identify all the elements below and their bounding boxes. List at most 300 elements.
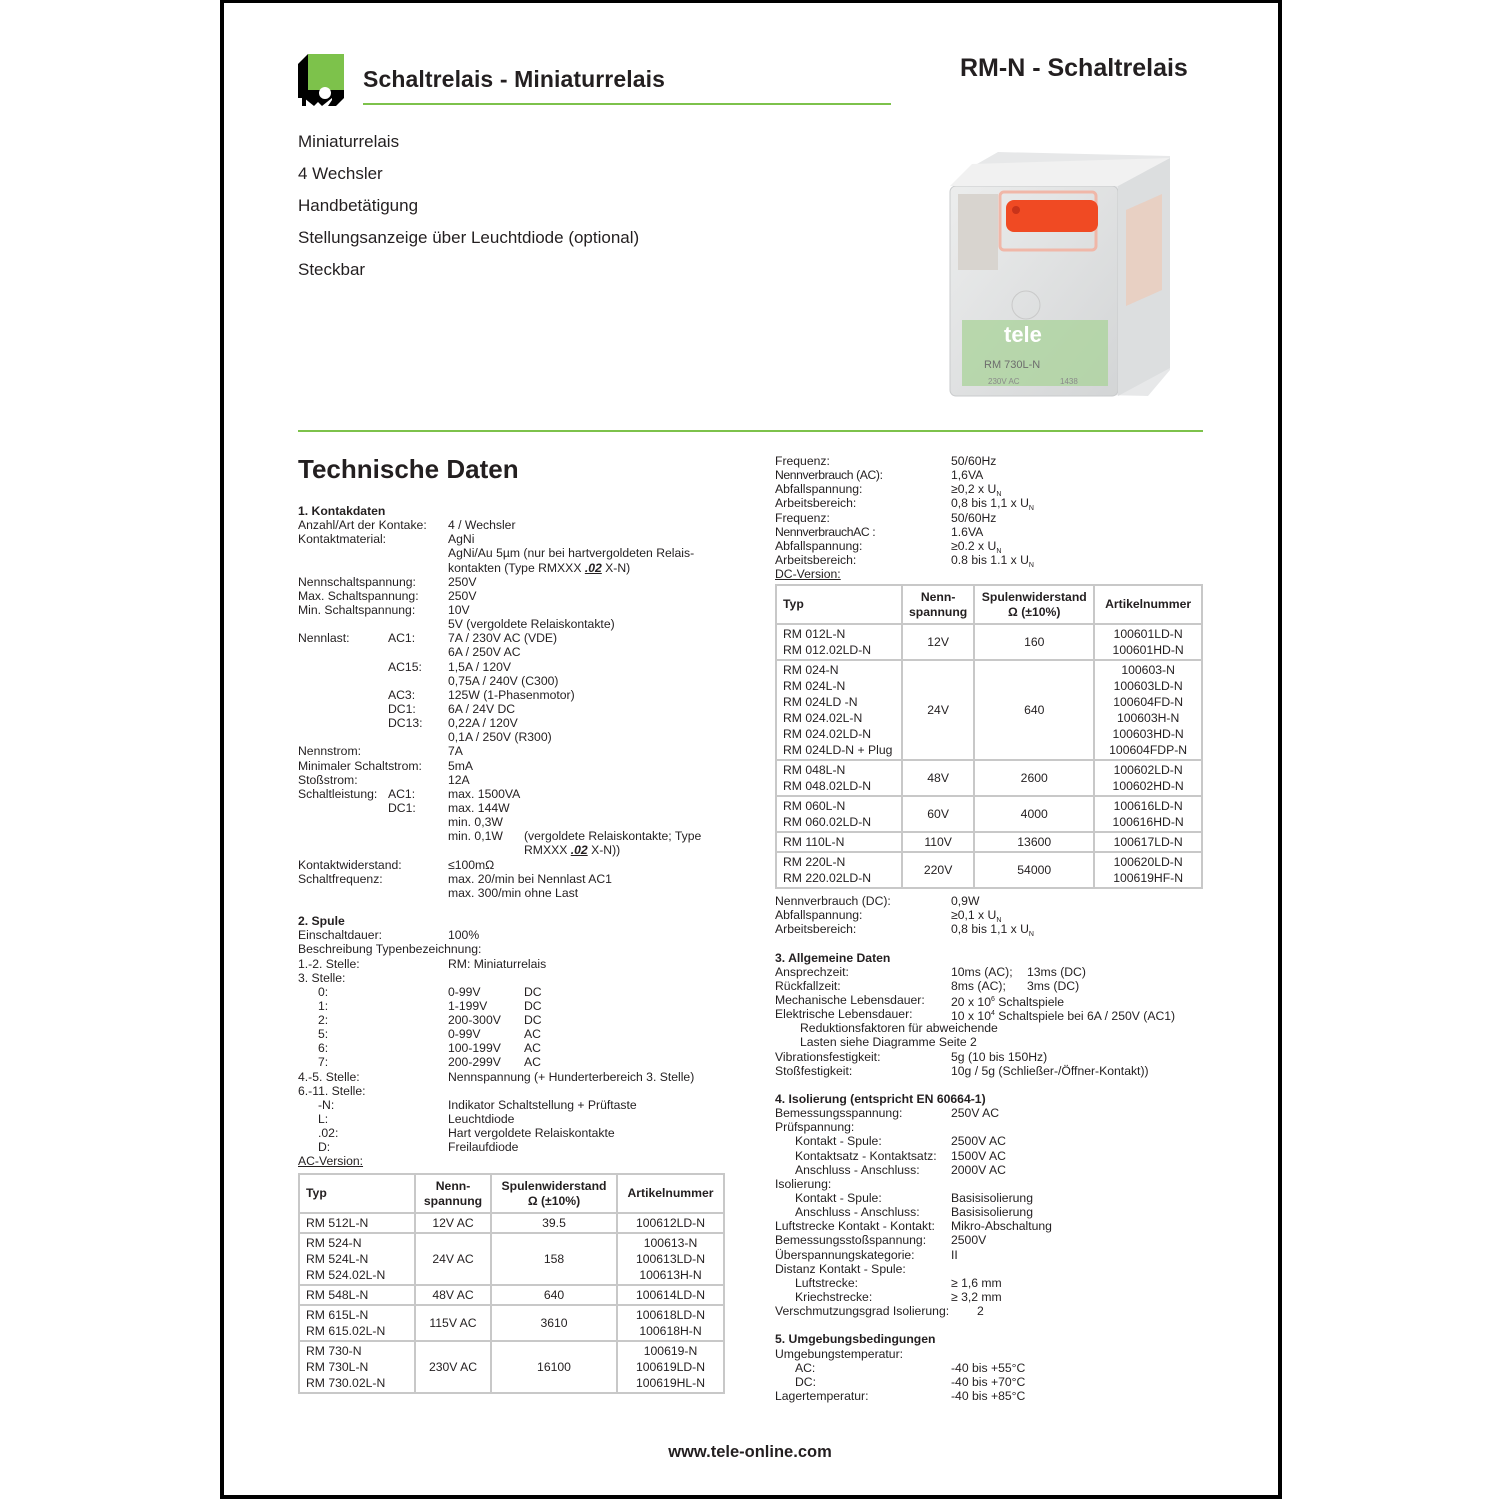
spec-label: Umgebungstemperatur: bbox=[775, 1346, 904, 1361]
spec-value: 5mA bbox=[448, 758, 474, 773]
code-key: 7: bbox=[318, 1055, 329, 1070]
spec-label: Frequenz: bbox=[775, 454, 830, 468]
feature-list bbox=[298, 126, 639, 286]
spec-value: ≥ 3,2 mm bbox=[951, 1289, 1002, 1304]
dc-version-label: DC-Version: bbox=[775, 567, 841, 582]
table-row bbox=[776, 760, 1202, 796]
cell-typ bbox=[299, 1305, 415, 1341]
spec-value: 1,5A / 120V bbox=[448, 659, 512, 674]
spec-value: 0,1A / 250V (R300) bbox=[448, 730, 552, 745]
cell-spulenwiderstand bbox=[491, 1233, 617, 1285]
cell-line: 100613-N bbox=[643, 1236, 698, 1250]
heading-spule: 2. Spule bbox=[298, 914, 345, 929]
cell-line: RM 615.02L-N bbox=[306, 1324, 386, 1338]
code-key: 5: bbox=[318, 1027, 329, 1042]
spec-sublabel: DC1: bbox=[388, 701, 416, 716]
spec-label: Beschreibung Typenbezeichnung: bbox=[298, 942, 482, 957]
spec-value: 5V (vergoldete Relaiskontakte) bbox=[448, 617, 615, 632]
cell-line: 48V AC bbox=[432, 1288, 474, 1302]
spec-sublabel: Kontakt - Spule: bbox=[795, 1190, 882, 1205]
spec-value: 10V bbox=[448, 602, 470, 617]
spec-value: 100% bbox=[448, 928, 480, 943]
code-range: 200-300V bbox=[448, 1013, 501, 1028]
cell-nennspannung bbox=[902, 624, 974, 660]
cell-nennspannung bbox=[415, 1233, 491, 1285]
spec-label: Nennverbrauch (AC): bbox=[775, 468, 883, 483]
spec-value: ≤100mΩ bbox=[448, 857, 495, 872]
dc-version-table bbox=[775, 584, 1203, 889]
cell-line: 100619LD-N bbox=[635, 1360, 706, 1374]
cell-line: RM 524L-N bbox=[306, 1252, 369, 1266]
cell-line: 39.5 bbox=[542, 1216, 566, 1230]
spec-sublabel: Kontaktsatz - Kontaktsatz: bbox=[795, 1148, 937, 1163]
svg-text:RM 730L-N: RM 730L-N bbox=[984, 359, 1041, 371]
spec-value: 2500V AC bbox=[951, 1134, 1006, 1149]
cell-line: 160 bbox=[1024, 635, 1045, 649]
code-key: D: bbox=[318, 1140, 331, 1155]
spec-value: 2 bbox=[977, 1304, 984, 1319]
col-header-artikelnummer: Artikelnummer bbox=[617, 1174, 724, 1213]
spec-value: 5g (10 bis 150Hz) bbox=[951, 1049, 1048, 1064]
subscript: N bbox=[996, 547, 1002, 555]
spec-note: Reduktionsfaktoren für abweichende bbox=[800, 1021, 998, 1036]
cell-spulenwiderstand bbox=[974, 852, 1094, 888]
spec-value: 0,22A / 120V bbox=[448, 716, 518, 731]
exponent: 4 bbox=[990, 1010, 995, 1018]
cell-line: 100603LD-N bbox=[1113, 679, 1183, 693]
cell-nennspannung bbox=[415, 1341, 491, 1393]
cell-line: 100613LD-N bbox=[635, 1252, 706, 1266]
text: 0.8 bis 1.1 x U bbox=[951, 552, 1029, 567]
spec-label: Abfallspannung: bbox=[775, 538, 863, 553]
table-header-row bbox=[299, 1174, 724, 1213]
cell-line: RM 048.02LD-N bbox=[783, 779, 872, 793]
cell-artikelnummer bbox=[1094, 624, 1202, 660]
code-key: 0: bbox=[318, 984, 329, 999]
cell-line: 100602HD-N bbox=[1112, 779, 1184, 793]
cell-line: 100604FDP-N bbox=[1109, 743, 1188, 757]
spec-sublabel: Anschluss - Anschluss: bbox=[795, 1205, 920, 1220]
spec-note bbox=[524, 843, 620, 857]
feature-item: 4 Wechsler bbox=[298, 164, 383, 183]
cell-line: 2600 bbox=[1020, 771, 1048, 785]
spec-value: 250V AC bbox=[951, 1106, 1000, 1121]
cell-artikelnummer bbox=[617, 1233, 724, 1285]
spec-value: 3ms (DC) bbox=[1027, 978, 1080, 993]
spec-value: max. 300/min ohne Last bbox=[448, 885, 579, 900]
cell-nennspannung bbox=[415, 1285, 491, 1305]
cell-spulenwiderstand bbox=[491, 1213, 617, 1233]
spec-value: -40 bis +85°C bbox=[951, 1388, 1026, 1403]
cell-line: RM 024LD -N bbox=[783, 695, 858, 709]
cell-line: RM 548L-N bbox=[306, 1288, 369, 1302]
cell-line: 100613H-N bbox=[639, 1268, 702, 1282]
cell-line: RM 024LD-N + Plug bbox=[783, 743, 893, 757]
cell-line: 100616LD-N bbox=[1113, 799, 1183, 813]
spec-label: Isolierung: bbox=[775, 1176, 832, 1191]
subscript: N bbox=[1028, 505, 1034, 513]
dc-table-body bbox=[776, 624, 1202, 888]
spec-value: 6A / 24V DC bbox=[448, 701, 516, 716]
spec-label: Rückfallzeit: bbox=[775, 978, 841, 993]
code-key: 2: bbox=[318, 1013, 329, 1028]
spec-label: Abfallspannung: bbox=[775, 908, 863, 923]
spec-label: Nennschaltspannung: bbox=[298, 574, 416, 589]
cell-line: RM 730-N bbox=[306, 1344, 362, 1358]
cell-line: 100604FD-N bbox=[1113, 695, 1183, 709]
spec-value: 2500V bbox=[951, 1233, 987, 1248]
spec-label: Verschmutzungsgrad Isolierung: bbox=[775, 1304, 950, 1319]
spec-label: 3. Stelle: bbox=[298, 970, 346, 985]
code-type: DC bbox=[524, 984, 542, 999]
spec-sublabel: AC1: bbox=[388, 786, 416, 801]
cell-typ bbox=[776, 832, 902, 852]
cell-typ bbox=[776, 760, 902, 796]
cell-typ bbox=[299, 1285, 415, 1305]
title-underline bbox=[363, 103, 891, 105]
spec-label: Kontaktmaterial: bbox=[298, 532, 387, 547]
cell-nennspannung bbox=[902, 660, 974, 760]
table-row bbox=[776, 852, 1202, 888]
spec-label: Nennverbrauch (DC): bbox=[775, 894, 891, 908]
cell-line: RM 730L-N bbox=[306, 1360, 369, 1374]
spec-value: 250V bbox=[448, 588, 477, 603]
cell-line: 48V bbox=[927, 771, 949, 785]
spec-label: Einschaltdauer: bbox=[298, 928, 383, 943]
text: 10 x 10 bbox=[951, 1009, 991, 1024]
spec-sublabel: AC15: bbox=[388, 659, 422, 674]
text: ≥0,1 x U bbox=[951, 908, 997, 923]
cell-line: RM 012L-N bbox=[783, 627, 846, 641]
spec-sublabel: DC1: bbox=[388, 800, 416, 815]
cell-line: 640 bbox=[543, 1288, 565, 1302]
spec-value: ≥ 1,6 mm bbox=[951, 1275, 1002, 1290]
product-name: RM-N - Schaltrelais bbox=[960, 54, 1188, 82]
code-type: DC bbox=[524, 998, 542, 1013]
code-meaning: Hart vergoldete Relaiskontakte bbox=[448, 1126, 615, 1141]
cell-line: 100617LD-N bbox=[1113, 835, 1183, 849]
cell-line: RM 524.02L-N bbox=[306, 1268, 386, 1282]
cell-line: 100601HD-N bbox=[1112, 643, 1184, 657]
cell-spulenwiderstand bbox=[491, 1285, 617, 1305]
cell-line: 16100 bbox=[537, 1360, 571, 1374]
cell-line: 110V bbox=[924, 835, 952, 849]
col-header-typ: Typ bbox=[776, 585, 902, 624]
spec-value: min. 0,3W bbox=[448, 815, 503, 830]
table-row bbox=[299, 1233, 724, 1285]
cell-artikelnummer bbox=[1094, 832, 1202, 852]
cell-artikelnummer bbox=[1094, 796, 1202, 832]
table-row bbox=[776, 832, 1202, 852]
svg-text:230V AC: 230V AC bbox=[988, 377, 1020, 386]
spec-label: Anzahl/Art der Kontake: bbox=[298, 518, 427, 533]
spec-label: Arbeitsbereich: bbox=[775, 552, 857, 567]
code-range: 0-99V bbox=[448, 1027, 481, 1042]
cell-line: 60V bbox=[927, 807, 949, 821]
spec-label: Arbeitsbereich: bbox=[775, 496, 857, 511]
cell-typ bbox=[776, 852, 902, 888]
spec-label: Min. Schaltspannung: bbox=[298, 602, 416, 617]
cell-line: 100601LD-N bbox=[1113, 627, 1183, 641]
spec-value: 10g / 5g (Schließer-/Öffner-Kontakt)) bbox=[951, 1063, 1149, 1078]
header-line: Ω (±10%) bbox=[1008, 604, 1061, 619]
cell-line: RM 012.02LD-N bbox=[783, 643, 872, 657]
spec-label: Distanz Kontakt - Spule: bbox=[775, 1261, 906, 1276]
cell-line: 54000 bbox=[1017, 863, 1052, 877]
cell-line: RM 524-N bbox=[306, 1236, 362, 1250]
spec-sublabel: Kriechstrecke: bbox=[795, 1289, 873, 1304]
spec-value: 13ms (DC) bbox=[1027, 964, 1086, 979]
spec-label: Stoßfestigkeit: bbox=[775, 1063, 853, 1078]
spec-sublabel: AC1: bbox=[388, 631, 416, 646]
code-meaning: Leuchtdiode bbox=[448, 1112, 515, 1127]
spec-sublabel: Luftstrecke: bbox=[795, 1275, 858, 1290]
cell-spulenwiderstand bbox=[974, 660, 1094, 760]
cell-line: 100618H-N bbox=[639, 1324, 702, 1338]
spec-label: Abfallspannung: bbox=[775, 482, 863, 497]
spec-value: 0,75A / 240V (C300) bbox=[448, 673, 559, 688]
spec-value: 1500V AC bbox=[951, 1148, 1006, 1163]
spec-value: RM: Miniaturrelais bbox=[448, 956, 547, 971]
cell-nennspannung bbox=[902, 796, 974, 832]
text: ≥0,2 x U bbox=[951, 482, 997, 497]
cell-line: 13600 bbox=[1017, 835, 1052, 849]
right-column-ac-params bbox=[775, 454, 1205, 581]
code-type: DC bbox=[524, 1013, 542, 1028]
section-title: Technische Daten bbox=[298, 454, 519, 484]
spec-label: Luftstrecke Kontakt - Kontakt: bbox=[775, 1219, 935, 1234]
spec-sublabel: Kontakt - Spule: bbox=[795, 1134, 882, 1149]
spec-label: Arbeitsbereich: bbox=[775, 922, 857, 937]
cell-line: RM 024L-N bbox=[783, 679, 846, 693]
spec-value: -40 bis +55°C bbox=[951, 1360, 1026, 1375]
cell-line: 100619HF-N bbox=[1113, 871, 1183, 885]
text: X-N)) bbox=[587, 843, 621, 858]
spec-label: Vibrationsfestigkeit: bbox=[775, 1049, 881, 1064]
header-line: spannung bbox=[909, 604, 968, 619]
code-key: 6: bbox=[318, 1041, 329, 1056]
spec-label: 4.-5. Stelle: bbox=[298, 1069, 360, 1084]
spec-value: 0,9W bbox=[951, 894, 980, 908]
spec-label: Prüfspannung: bbox=[775, 1120, 855, 1135]
cell-artikelnummer bbox=[617, 1341, 724, 1393]
right-column-lower bbox=[775, 894, 1205, 1403]
code-range: 0-99V bbox=[448, 984, 481, 999]
code-key: 1: bbox=[318, 998, 329, 1013]
code-key: .02: bbox=[318, 1126, 339, 1141]
col-header-artikelnummer: Artikelnummer bbox=[1094, 585, 1202, 624]
header-line: Nenn- bbox=[435, 1178, 471, 1193]
text: Schaltspiele bei 6A / 250V (AC1) bbox=[994, 1009, 1176, 1024]
cell-typ bbox=[299, 1341, 415, 1393]
cell-line: RM 110L-N bbox=[783, 835, 845, 849]
spec-value: 12A bbox=[448, 772, 470, 787]
cell-nennspannung bbox=[902, 760, 974, 796]
feature-item: Miniaturrelais bbox=[298, 132, 400, 151]
cell-spulenwiderstand bbox=[974, 760, 1094, 796]
cell-line: RM 220.02LD-N bbox=[783, 871, 872, 885]
spec-value: 1.6VA bbox=[951, 524, 984, 539]
spec-label: Max. Schaltspannung: bbox=[298, 588, 419, 603]
cell-nennspannung bbox=[902, 852, 974, 888]
spec-label: Nennlast: bbox=[298, 631, 350, 646]
cell-line: RM 048L-N bbox=[783, 763, 846, 777]
header-line: Nenn- bbox=[920, 589, 956, 604]
cell-line: 100603H-N bbox=[1116, 711, 1180, 725]
cell-line: 24V AC bbox=[432, 1252, 474, 1266]
cell-line: RM 024-N bbox=[783, 663, 839, 677]
cell-line: RM 060.02LD-N bbox=[783, 815, 872, 829]
col-header-typ: Typ bbox=[299, 1174, 415, 1213]
spec-sublabel: AC: bbox=[795, 1360, 816, 1375]
spec-label: Lagertemperatur: bbox=[775, 1388, 869, 1403]
cell-artikelnummer bbox=[1094, 852, 1202, 888]
cell-line: 100602LD-N bbox=[1113, 763, 1183, 777]
spec-value: 50/60Hz bbox=[951, 510, 997, 525]
cell-line: 100603HD-N bbox=[1112, 727, 1184, 741]
text: RMXXX bbox=[524, 843, 571, 858]
table-row bbox=[299, 1341, 724, 1393]
code-key: -N: bbox=[318, 1097, 335, 1112]
cell-line: 100619HL-N bbox=[635, 1376, 706, 1390]
spec-sublabel: Anschluss - Anschluss: bbox=[795, 1162, 920, 1177]
cell-line: 100614LD-N bbox=[635, 1288, 706, 1302]
spec-value: max. 1500VA bbox=[448, 786, 521, 801]
ac-version-label: AC-Version: bbox=[298, 1154, 364, 1169]
cell-line: 100620LD-N bbox=[1113, 855, 1183, 869]
spec-label: Bemessungsspannung: bbox=[775, 1106, 903, 1121]
cell-artikelnummer bbox=[617, 1285, 724, 1305]
text: Schaltspiele bbox=[994, 994, 1064, 1009]
text: 0,8 bis 1,1 x U bbox=[951, 496, 1029, 511]
cell-typ bbox=[299, 1233, 415, 1285]
spec-value: Mikro-Abschaltung bbox=[951, 1219, 1052, 1234]
cell-line: 100616HD-N bbox=[1112, 815, 1184, 829]
spec-label: 1.-2. Stelle: bbox=[298, 956, 360, 971]
spec-label: NennverbrauchAC : bbox=[775, 524, 876, 539]
tele-logo-icon bbox=[298, 54, 344, 106]
heading-allgemeine-daten: 3. Allgemeine Daten bbox=[775, 950, 891, 965]
text: ≥0.2 x U bbox=[951, 538, 997, 553]
cell-spulenwiderstand bbox=[974, 796, 1094, 832]
cell-typ bbox=[776, 796, 902, 832]
header-line: spannung bbox=[423, 1193, 483, 1208]
type-code: .02 bbox=[584, 560, 602, 575]
cell-typ bbox=[299, 1213, 415, 1233]
feature-item: Handbetätigung bbox=[298, 196, 419, 215]
cell-artikelnummer bbox=[1094, 660, 1202, 760]
spec-value bbox=[951, 922, 1034, 942]
subscript: N bbox=[996, 917, 1002, 925]
spec-label: Minimaler Schaltstrom: bbox=[298, 758, 422, 773]
code-range: 1-199V bbox=[448, 998, 488, 1013]
col-header-spulenwiderstand bbox=[974, 585, 1094, 624]
heading-kontaktdaten: 1. Kontakdaten bbox=[298, 504, 386, 518]
cell-artikelnummer bbox=[1094, 760, 1202, 796]
spec-value: Basisisolierung bbox=[951, 1205, 1033, 1220]
spec-label: Ansprechzeit: bbox=[775, 964, 849, 979]
code-type: AC bbox=[524, 1055, 541, 1070]
spec-value: II bbox=[951, 1247, 958, 1262]
code-meaning: Freilaufdiode bbox=[448, 1140, 519, 1155]
text: 20 x 10 bbox=[951, 994, 991, 1009]
spec-value: Nennspannung (+ Hunderterbereich 3. Stelle) bbox=[448, 1069, 695, 1084]
cell-spulenwiderstand bbox=[974, 624, 1094, 660]
subscript: N bbox=[1028, 561, 1034, 569]
table-row bbox=[776, 660, 1202, 760]
code-type: AC bbox=[524, 1041, 541, 1056]
type-code: .02 bbox=[570, 843, 588, 858]
text: X-N) bbox=[601, 560, 631, 575]
spec-value: 7A bbox=[448, 744, 463, 759]
code-range: 100-199V bbox=[448, 1041, 501, 1056]
cell-line: 640 bbox=[1024, 703, 1045, 717]
spec-value: 8ms (AC); bbox=[951, 978, 1006, 993]
spec-value: max. 20/min bei Nennlast AC1 bbox=[448, 871, 612, 886]
cell-line: 230V AC bbox=[428, 1360, 478, 1374]
spec-value: Basisisolierung bbox=[951, 1190, 1033, 1205]
subscript: N bbox=[996, 491, 1002, 499]
spec-value: 7A / 230V AC (VDE) bbox=[448, 631, 558, 646]
cell-spulenwiderstand bbox=[491, 1341, 617, 1393]
code-meaning: Indikator Schaltstellung + Prüftaste bbox=[448, 1097, 637, 1112]
cell-line: 100603-N bbox=[1121, 663, 1175, 677]
cell-line: RM 615L-N bbox=[306, 1308, 369, 1322]
table-row bbox=[776, 624, 1202, 660]
spec-sublabel: DC: bbox=[795, 1374, 816, 1389]
feature-item: Steckbar bbox=[298, 260, 366, 279]
header-line: Spulenwiderstand bbox=[981, 589, 1087, 604]
cell-line: 24V bbox=[927, 703, 949, 717]
cell-line: 4000 bbox=[1020, 807, 1048, 821]
cell-line: 100618LD-N bbox=[635, 1308, 706, 1322]
cell-artikelnummer bbox=[617, 1305, 724, 1341]
spec-value: 10ms (AC); bbox=[951, 964, 1013, 979]
subscript: N bbox=[1028, 931, 1034, 939]
spec-note: (vergoldete Relaiskontakte; Type bbox=[524, 829, 702, 844]
spec-note: Lasten siehe Diagramme Seite 2 bbox=[800, 1035, 977, 1050]
spec-label: Schaltfrequenz: bbox=[298, 871, 383, 886]
spec-value: -40 bis +70°C bbox=[951, 1374, 1026, 1389]
spec-value bbox=[448, 561, 630, 575]
left-column bbox=[298, 504, 738, 1169]
cell-line: RM 024.02L-N bbox=[783, 711, 863, 725]
spec-label: Schaltleistung: bbox=[298, 786, 378, 801]
spec-sublabel: DC13: bbox=[388, 716, 423, 731]
table-row bbox=[299, 1213, 724, 1233]
spec-value: max. 144W bbox=[448, 800, 510, 815]
cell-line: RM 730.02L-N bbox=[306, 1376, 386, 1390]
header-line: Ω (±10%) bbox=[527, 1193, 581, 1208]
section-separator bbox=[298, 430, 1203, 432]
spec-label: Kontaktwiderstand: bbox=[298, 857, 402, 872]
heading-isolierung: 4. Isolierung (entspricht EN 60664-1) bbox=[775, 1091, 986, 1106]
cell-line: 100619-N bbox=[643, 1344, 698, 1358]
text: 0,8 bis 1,1 x U bbox=[951, 922, 1029, 937]
code-range: 200-299V bbox=[448, 1055, 501, 1070]
cell-line: RM 512L-N bbox=[306, 1216, 369, 1230]
ac-table-body bbox=[299, 1213, 724, 1393]
cell-line: RM 220L-N bbox=[783, 855, 846, 869]
cell-typ bbox=[776, 624, 902, 660]
code-type: AC bbox=[524, 1027, 541, 1042]
footer-website-link[interactable]: www.tele-online.com bbox=[668, 1443, 832, 1461]
spec-value: 6A / 250V AC bbox=[448, 645, 521, 660]
spec-sublabel: AC3: bbox=[388, 687, 416, 702]
ac-version-table bbox=[298, 1173, 725, 1394]
spec-value: 2000V AC bbox=[951, 1162, 1006, 1177]
cell-line: RM 060L-N bbox=[783, 799, 846, 813]
